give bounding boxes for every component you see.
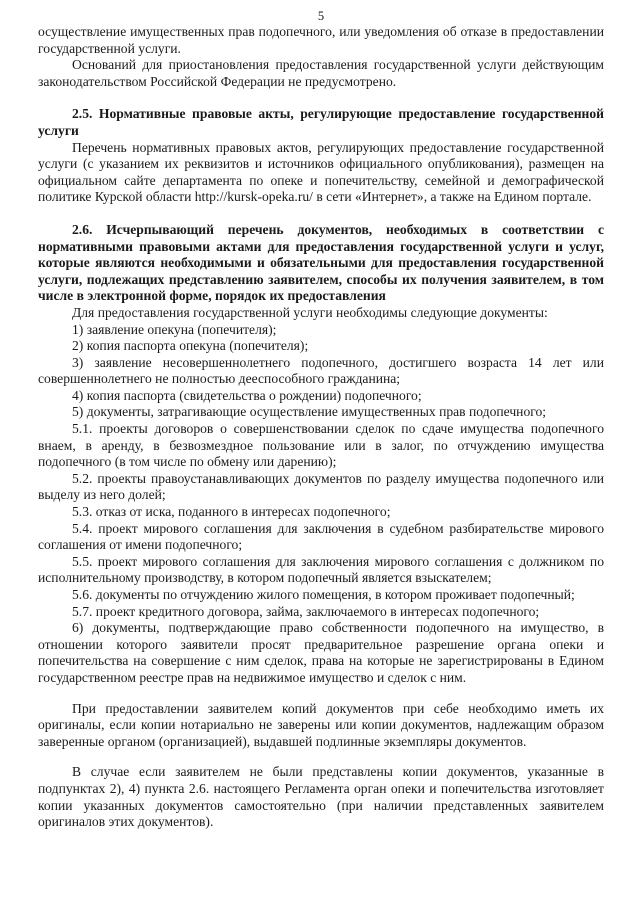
list-item: 5.1. проекты договоров о совершенствовании сделок по сдаче имущества подопечного внаем, в аренду, в безвозмездное пользование или в залог, по отчуждению имущества подопечного (в том числе по обмену или дарению); [38, 421, 604, 470]
list-item: 6) документы, подтверждающие право собственности подопечного на имущество, в отношении которого заявители просят предварительное разрешение органа опеки и попечительства на совершение с ним сделок, права на которые не зарегистрированы в Едином государственном реестре прав на недвижимое имущество и сделок с ним. [38, 620, 604, 685]
list-item: 2) копия паспорта опекуна (попечителя); [72, 338, 309, 354]
paragraph-continuation: осуществление имущественных прав подопечного, или уведомления об отказе в предоставлении государственной услуги. [38, 24, 604, 56]
list-item: 5.6. документы по отчуждению жилого помещения, в котором проживает подопечный; [72, 587, 575, 602]
document-page [38, 8, 604, 831]
list-item: 5.7. проект кредитного договора, займа, заключаемого в интересах подопечного; [72, 603, 540, 619]
list-item: 5.3. отказ от иска, поданного в интересах подопечного; [72, 504, 391, 520]
list-item: 5.2. проекты правоустанавливающих документов по разделу имущества подопечного или выделу из него долей; [38, 470, 604, 503]
list-item: 1) заявление опекуна (попечителя); [72, 321, 277, 337]
heading-2-5: 2.5. Нормативные правовые акты, регулирующие предоставление государственной услуги [38, 106, 604, 138]
heading-2-6: 2.6. Исчерпывающий перечень документов, необходимых в соответствии с нормативными правовыми актами для предоставления государственной услуги и услуг, которые являются необходимыми и обязательными для предоставления государственной услуги, подлежащих представлению заявителем, способы их получения заявителем, в том числе в электронной форме, порядок их предоставления [38, 221, 604, 304]
paragraph-no-suspension: Оснований для приостановления предоставления государственной услуги действующим законодательством Российской Федерации не предусмотрено. [38, 57, 604, 89]
list-item: Для предоставления государственной услуги необходимы следующие документы: [72, 304, 548, 320]
page-number: 5 [317, 9, 325, 23]
list-item: 5.4. проект мирового соглашения для заключения в судебном разбирательстве мирового соглашения от имени подопечного; [38, 520, 604, 553]
list-item: 5.5. проект мирового соглашения для заключения мирового соглашения с должником по исполнительному производству, в котором подопечный является взыскателем; [38, 553, 604, 586]
list-item: 5) документы, затрагивающие осуществление имущественных прав подопечного; [72, 404, 547, 420]
paragraph-copies-made-by-authority: В случае если заявителем не были представлены копии документов, указанные в подпунктах 2), 4) пункта 2.6. настоящего Регламента орган опеки и попечительства изготовляет копии указанных документов самостоятельно (при наличии представленных заявителем оригиналов этих документов). [38, 764, 604, 830]
list-item: 4) копия паспорта (свидетельства о рождении) подопечного; [72, 387, 422, 403]
paragraph-2-5-text: Перечень нормативных правовых актов, регулирующих предоставление государственной услуги (с указанием их реквизитов и источников официального опубликования), размещен на официальном сайте департамента по опеке и попечительству, семейной и демографической политике Курской области http://kursk-opeka.ru/ в сети «Интернет», а также на Едином портале. [38, 139, 604, 205]
paragraph-copies-originals: При предоставлении заявителем копий документов при себе необходимо иметь их оригиналы, если копии нотариально не заверены или копии документов, надлежащим образом заверенные органом (организацией), выдавшей подлинные экземпляры документов. [38, 700, 604, 749]
list-item: 3) заявление несовершеннолетнего подопечного, достигшего возраста 14 лет или совершеннолетнего не полностью дееспособного гражданина; [38, 354, 604, 387]
